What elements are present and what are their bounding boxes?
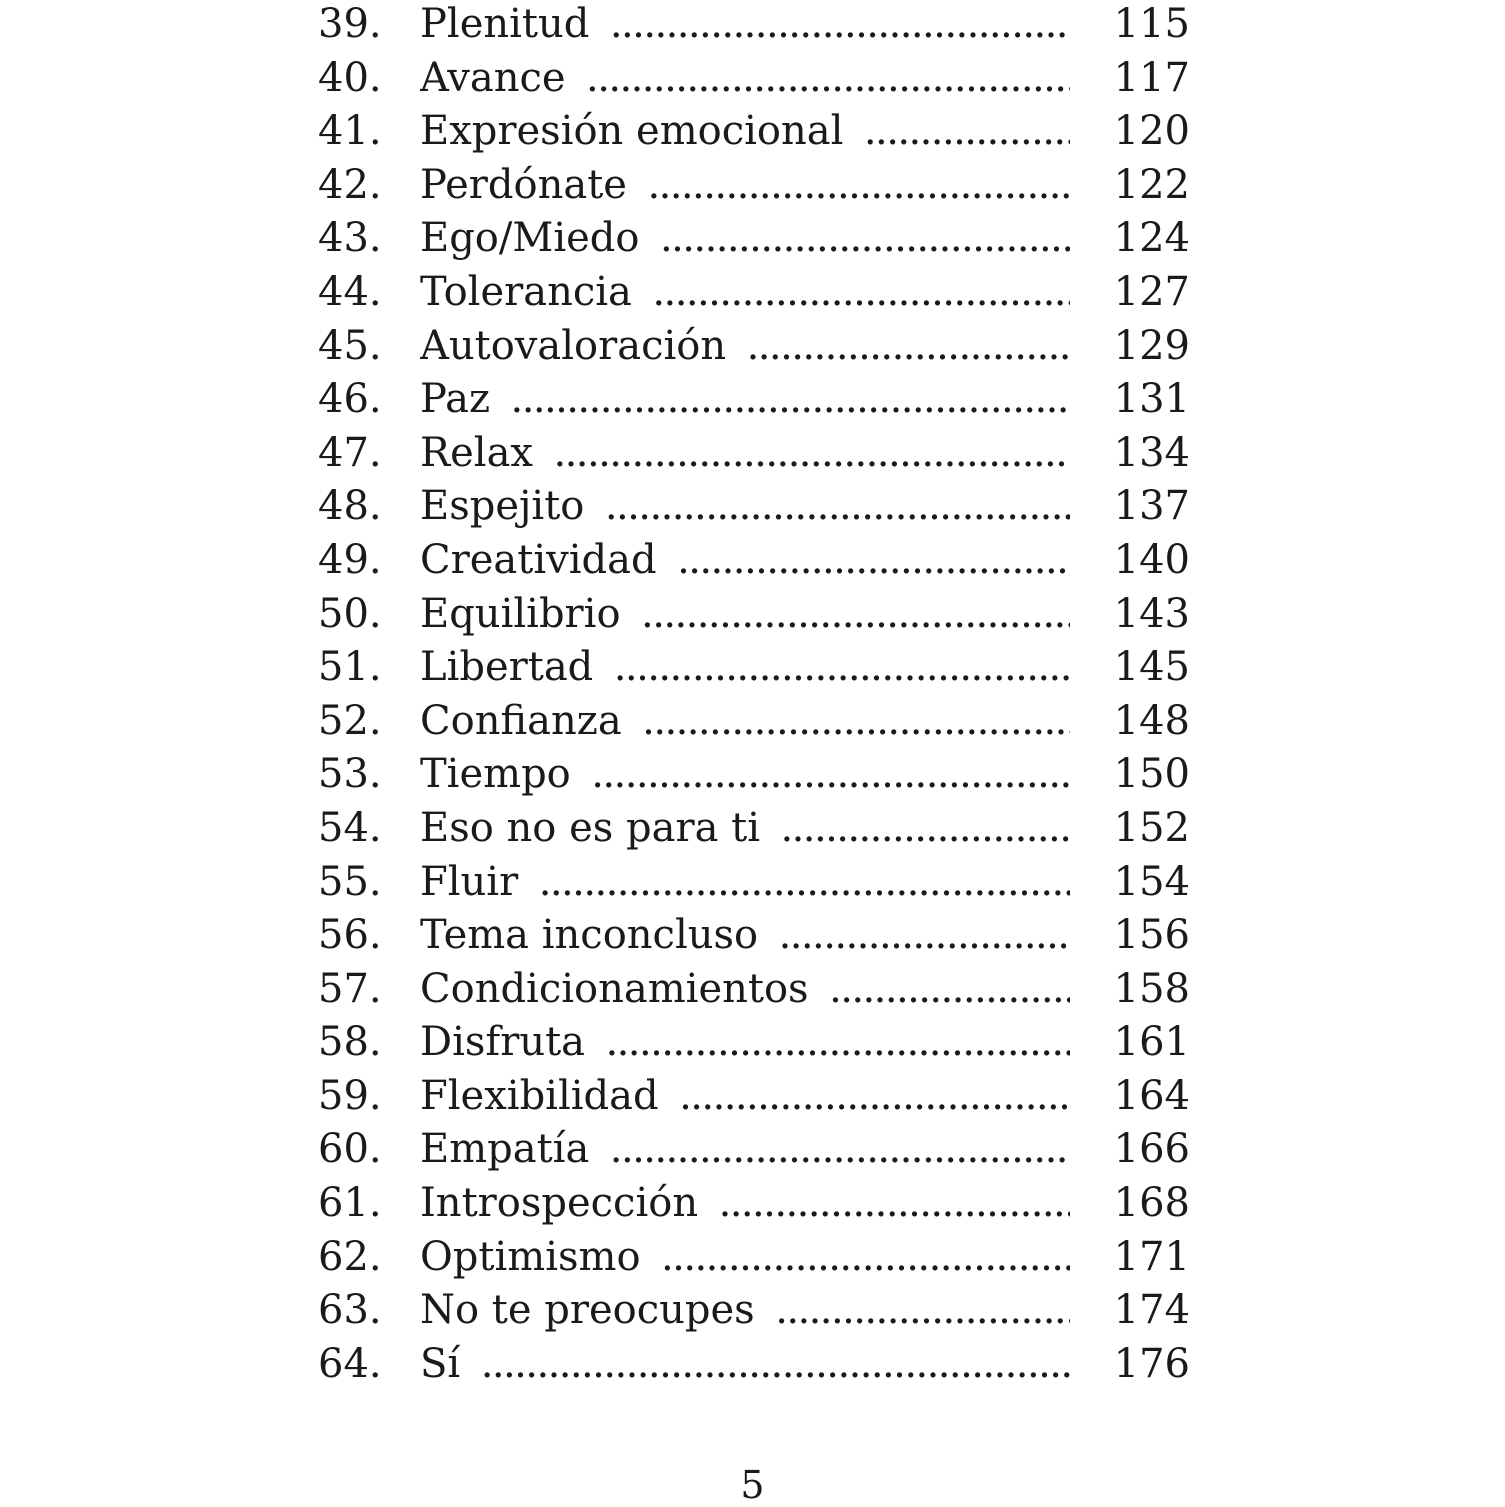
toc-entry-page: 137	[1113, 483, 1190, 530]
toc-entry-page: 140	[1113, 536, 1190, 583]
toc-entry	[0, 695, 1505, 749]
toc-entry-title-leader	[420, 1016, 1070, 1073]
toc-entry-title: Sí	[420, 1340, 461, 1387]
toc-entry-title: Condicionamientos	[420, 965, 809, 1012]
toc-entry	[0, 105, 1505, 159]
toc-entry-title-leader	[420, 480, 1070, 537]
dot-leader	[482, 1341, 1070, 1395]
toc-entry	[0, 373, 1505, 427]
toc-entry-page: 168	[1113, 1180, 1190, 1227]
toc-entry-title: Creatividad	[420, 536, 657, 583]
toc-entry-title: Ego/Miedo	[420, 215, 640, 262]
dot-leader	[720, 1180, 1070, 1234]
toc-entry-page: 176	[1113, 1340, 1190, 1387]
toc-entry-title-leader	[420, 1123, 1070, 1180]
toc-entry-title: Tema inconcluso	[420, 912, 759, 959]
toc-entry-page: 152	[1113, 804, 1190, 851]
page-number: 5	[740, 1463, 765, 1507]
toc-entry-title: Libertad	[420, 644, 594, 691]
toc-entry-title: Eso no es para ti	[420, 804, 760, 851]
dot-leader	[748, 323, 1070, 377]
toc-entry	[0, 963, 1505, 1017]
toc-entry	[0, 266, 1505, 320]
dot-leader	[663, 1234, 1070, 1288]
toc-entry-number: 47.	[318, 429, 382, 476]
toc-entry-title-leader	[420, 105, 1070, 162]
toc-entry-page: 129	[1113, 322, 1190, 369]
toc-entry-number: 49.	[318, 536, 382, 583]
dot-leader	[831, 966, 1070, 1020]
toc-entry-number: 48.	[318, 483, 382, 530]
toc-entry-title-leader	[420, 1338, 1070, 1395]
toc-entry-page: 158	[1113, 965, 1190, 1012]
toc-entry-title: Relax	[420, 429, 533, 476]
toc-entry-title: Flexibilidad	[420, 1072, 659, 1119]
toc-entry-title: Perdónate	[420, 161, 627, 208]
toc-entry-number: 62.	[318, 1233, 382, 1280]
toc-entry	[0, 856, 1505, 910]
toc-entry-title-leader	[420, 748, 1070, 805]
toc-entry-number: 56.	[318, 912, 382, 959]
toc-entry-number: 46.	[318, 376, 382, 423]
toc-entry-number: 50.	[318, 590, 382, 637]
dot-leader	[588, 55, 1070, 109]
toc-entry	[0, 1070, 1505, 1124]
toc-entry-title: Expresión emocional	[420, 108, 844, 155]
dot-leader	[540, 859, 1070, 913]
toc-entry-title-leader	[420, 641, 1070, 698]
dot-leader	[644, 698, 1070, 752]
toc-entry-number: 63.	[318, 1287, 382, 1334]
toc-entry-title-leader	[420, 1177, 1070, 1234]
toc-entry-page: 166	[1113, 1126, 1190, 1173]
toc-entry-title: Plenitud	[420, 1, 590, 47]
toc-entry-number: 58.	[318, 1019, 382, 1066]
toc-entry-title-leader	[420, 909, 1070, 966]
toc-entry-title: Disfruta	[420, 1019, 585, 1066]
toc-entry-number: 40.	[318, 54, 382, 101]
toc-entry-title-leader	[420, 212, 1070, 269]
toc-entry-title-leader	[420, 534, 1070, 591]
dot-leader	[611, 1, 1070, 55]
dot-leader	[512, 376, 1070, 430]
toc-entry-title: Avance	[420, 54, 566, 101]
toc-entry-page: 134	[1113, 429, 1190, 476]
toc-entry-page: 156	[1113, 912, 1190, 959]
dot-leader	[780, 912, 1070, 966]
toc-entry-title: Autovaloración	[420, 322, 727, 369]
toc-entry-title-leader	[420, 320, 1070, 377]
toc-entry-page: 164	[1113, 1072, 1190, 1119]
toc-entry-number: 53.	[318, 751, 382, 798]
toc-entry	[0, 0, 1505, 52]
toc-entry-title: Fluir	[420, 858, 519, 905]
dot-leader	[654, 269, 1070, 323]
dot-leader	[643, 591, 1070, 645]
toc-entry-number: 51.	[318, 644, 382, 691]
toc-entry	[0, 427, 1505, 481]
toc-entry	[0, 1284, 1505, 1338]
dot-leader	[782, 805, 1070, 859]
toc-entry	[0, 534, 1505, 588]
toc-entry-title: Equilibrio	[420, 590, 621, 637]
toc-entry-title-leader	[420, 427, 1070, 484]
toc-entry-page: 120	[1113, 108, 1190, 155]
dot-leader	[681, 1073, 1070, 1127]
dot-leader	[606, 483, 1070, 537]
toc-entry-page: 145	[1113, 644, 1190, 691]
dot-leader	[593, 751, 1070, 805]
toc-entry	[0, 1016, 1505, 1070]
toc-entry-page: 124	[1113, 215, 1190, 262]
toc-entry-title-leader	[420, 0, 1070, 55]
dot-leader	[649, 162, 1070, 216]
toc-entry-title: Optimismo	[420, 1233, 641, 1280]
toc-entry-title: Tolerancia	[420, 268, 632, 315]
toc-entry-number: 39.	[318, 1, 382, 47]
toc-entry	[0, 748, 1505, 802]
toc-entry-title-leader	[420, 802, 1070, 859]
toc-entry	[0, 909, 1505, 963]
dot-leader	[555, 430, 1070, 484]
toc-entry-title-leader	[420, 856, 1070, 913]
toc-entry-title: Introspección	[420, 1180, 699, 1227]
toc-entry-title: No te preocupes	[420, 1287, 755, 1334]
toc-entry-title: Paz	[420, 376, 491, 423]
toc-entry	[0, 1338, 1505, 1392]
dot-leader	[679, 537, 1070, 591]
toc-entry-page: 171	[1113, 1233, 1190, 1280]
dot-leader	[777, 1287, 1070, 1341]
toc-entry	[0, 212, 1505, 266]
toc-entry	[0, 320, 1505, 374]
toc-entry-number: 57.	[318, 965, 382, 1012]
toc-entry-title-leader	[420, 52, 1070, 109]
toc-entry-title-leader	[420, 695, 1070, 752]
dot-leader	[661, 215, 1070, 269]
toc-entry	[0, 1231, 1505, 1285]
toc-entry-page: 131	[1113, 376, 1190, 423]
toc-entry-page: 115	[1113, 1, 1190, 47]
toc-entry-number: 59.	[318, 1072, 382, 1119]
toc-entry	[0, 480, 1505, 534]
toc-entry-page: 117	[1113, 54, 1190, 101]
toc-entry-number: 43.	[318, 215, 382, 262]
toc-entry-number: 52.	[318, 697, 382, 744]
toc-entry	[0, 1177, 1505, 1231]
toc-entry-title: Tiempo	[420, 751, 571, 798]
toc-entry-number: 61.	[318, 1180, 382, 1227]
toc-entry-number: 44.	[318, 268, 382, 315]
toc-entry-title-leader	[420, 963, 1070, 1020]
toc-entry-page: 150	[1113, 751, 1190, 798]
toc-entry-page: 161	[1113, 1019, 1190, 1066]
toc-entry-number: 54.	[318, 804, 382, 851]
toc-entry	[0, 52, 1505, 106]
dot-leader	[607, 1019, 1070, 1073]
toc-entry-title-leader	[420, 1070, 1070, 1127]
dot-leader	[611, 1126, 1070, 1180]
toc-entry-number: 64.	[318, 1340, 382, 1387]
toc-entry-page: 122	[1113, 161, 1190, 208]
toc-entry-title: Empatía	[420, 1126, 590, 1173]
toc-entry-title-leader	[420, 1231, 1070, 1288]
toc-entry-page: 127	[1113, 268, 1190, 315]
toc-entry-title-leader	[420, 266, 1070, 323]
dot-leader	[615, 644, 1070, 698]
toc-entry-page: 154	[1113, 858, 1190, 905]
toc-entry	[0, 159, 1505, 213]
toc-entry-title: Espejito	[420, 483, 585, 530]
toc-entry	[0, 802, 1505, 856]
toc-entry-page: 148	[1113, 697, 1190, 744]
toc-entry-title-leader	[420, 588, 1070, 645]
toc-entry-number: 45.	[318, 322, 382, 369]
toc-entry-title-leader	[420, 373, 1070, 430]
toc-entry-title-leader	[420, 1284, 1070, 1341]
toc-entry-number: 60.	[318, 1126, 382, 1173]
toc-entry-title: Confianza	[420, 697, 622, 744]
toc-entry	[0, 641, 1505, 695]
toc-entry	[0, 1123, 1505, 1177]
toc-entry-title-leader	[420, 159, 1070, 216]
dot-leader	[865, 108, 1070, 162]
toc-entry	[0, 588, 1505, 642]
toc-entry-number: 42.	[318, 161, 382, 208]
toc-entry-page: 143	[1113, 590, 1190, 637]
toc-entry-page: 174	[1113, 1287, 1190, 1334]
toc-entry-number: 55.	[318, 858, 382, 905]
toc-entry-number: 41.	[318, 108, 382, 155]
